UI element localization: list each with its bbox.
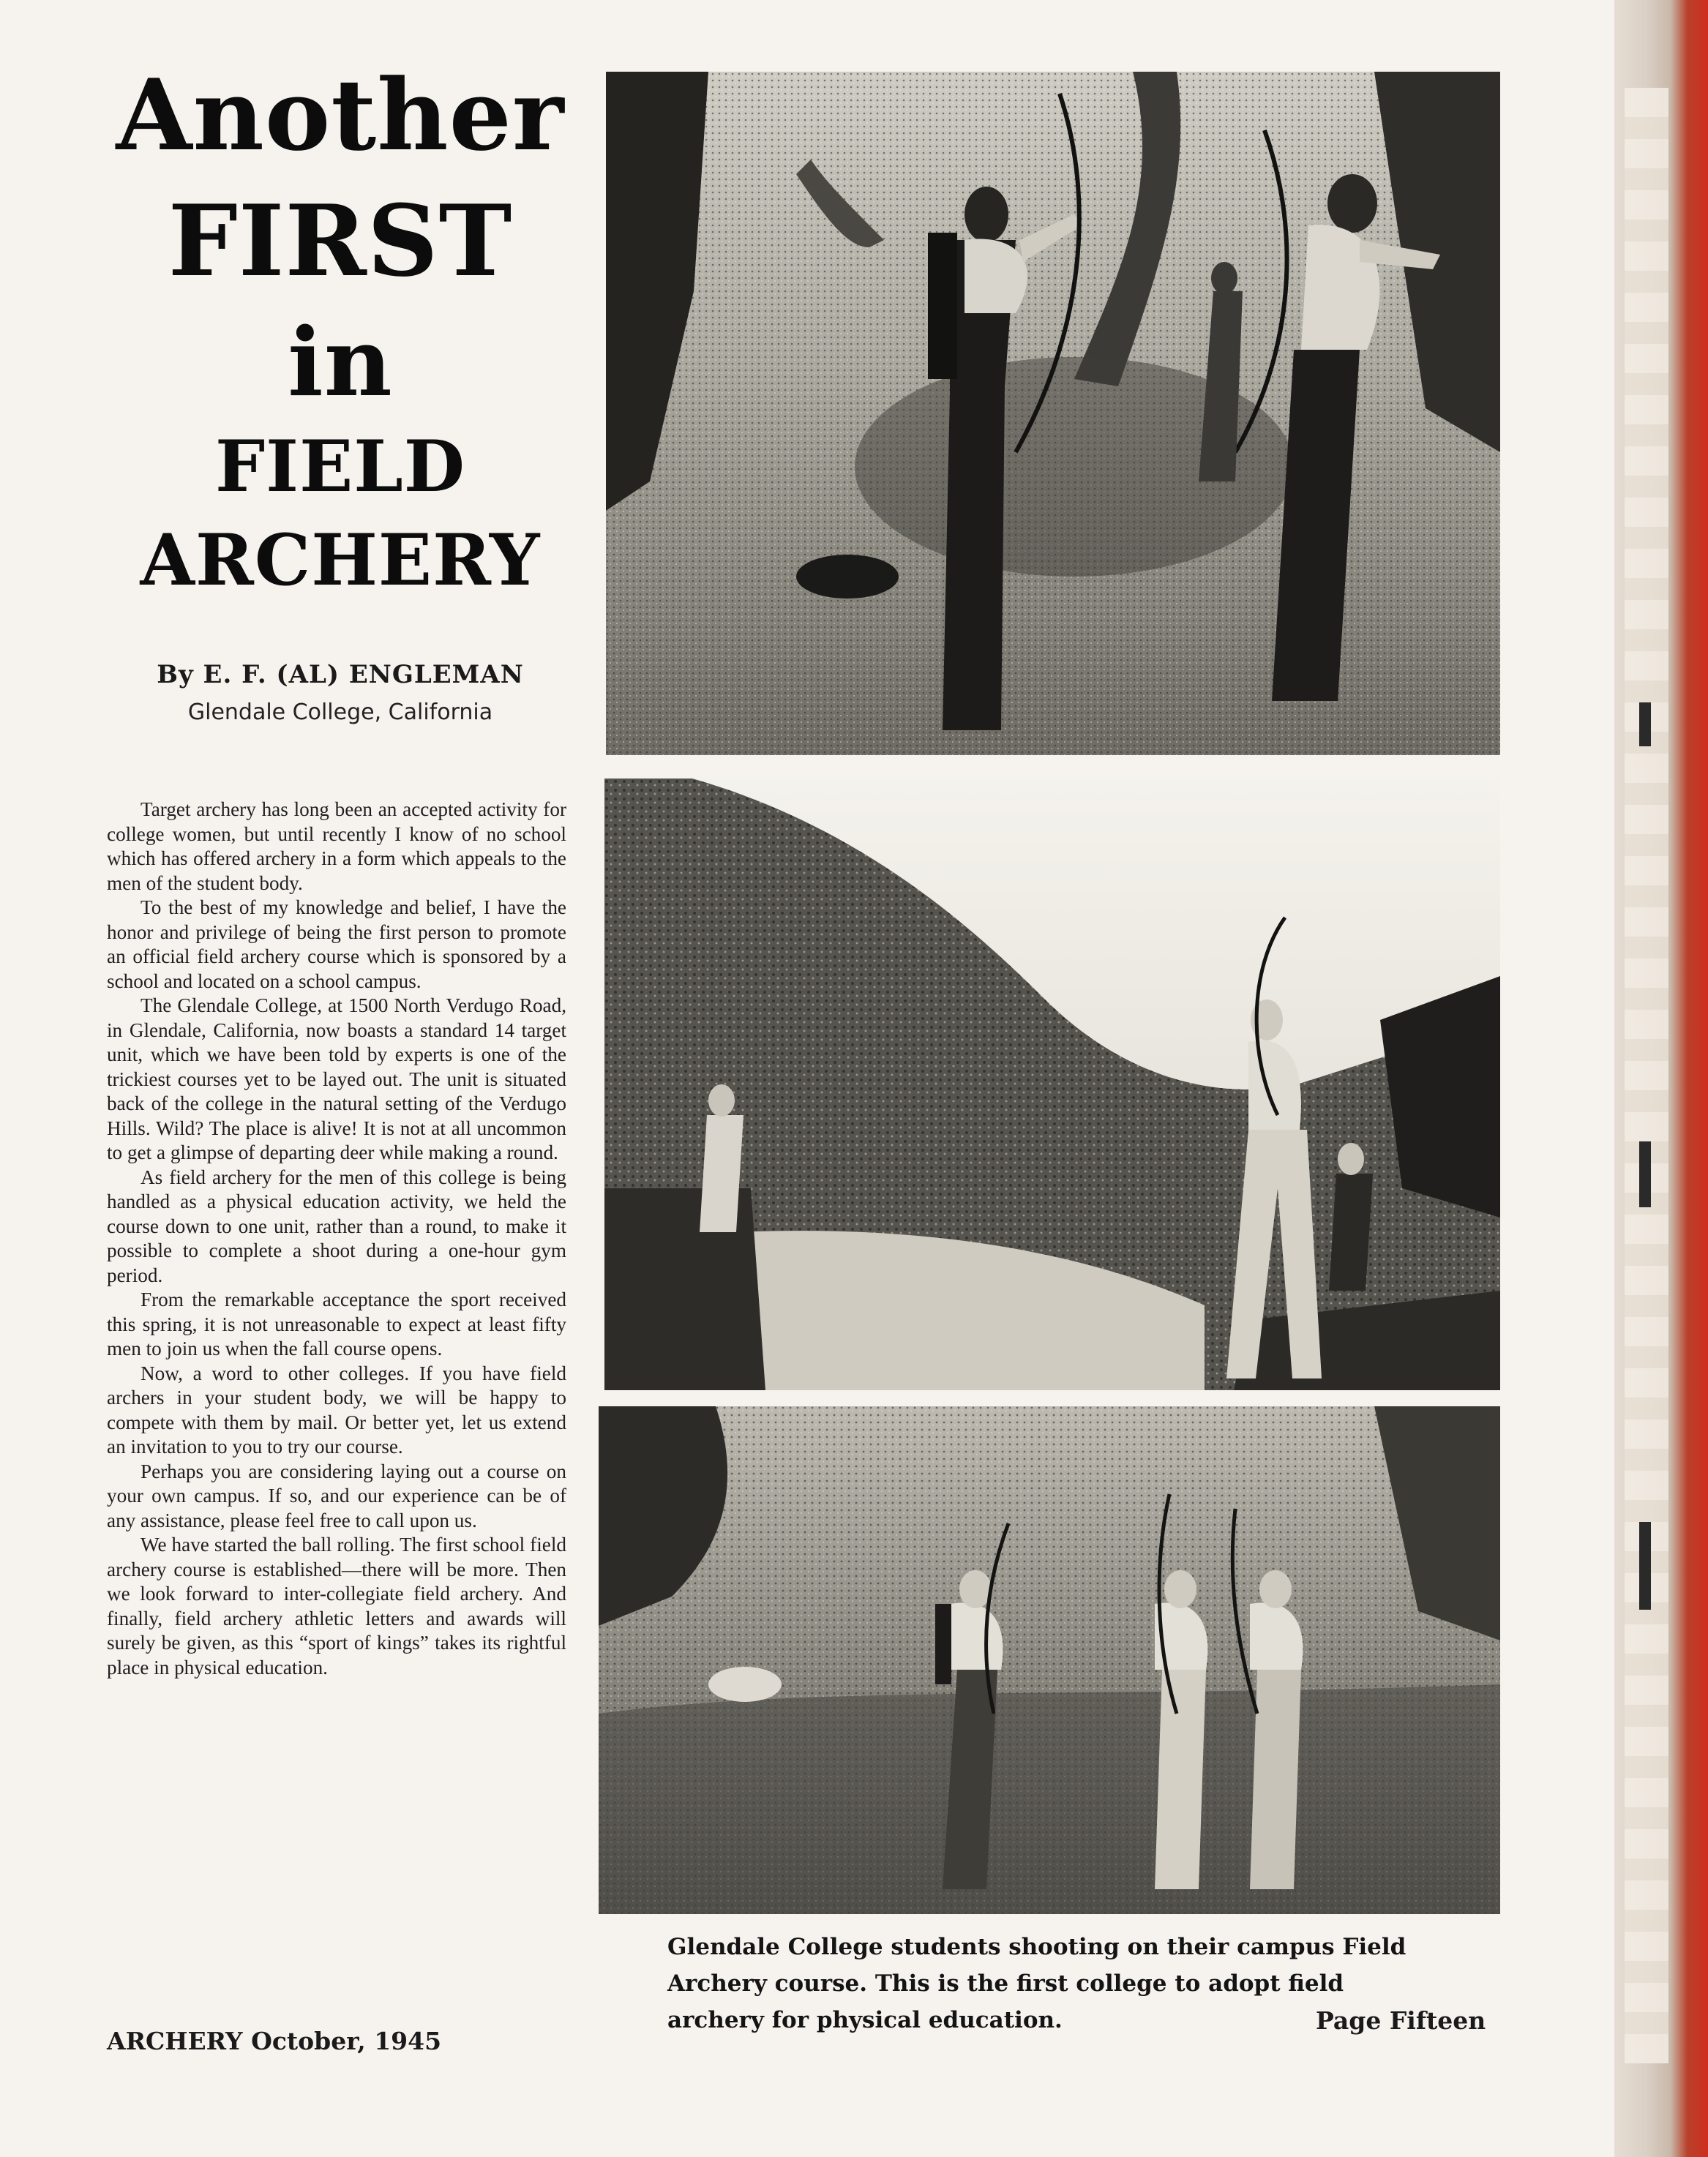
article-body	[107, 798, 566, 1997]
article-paragraph: We have started the ball rolling. The first school field archery course is established—there will be more. Then we look forward to inter-collegiate field archery. And finally, field archery athletic letters and awards will surely be given, as this “sport of kings” takes its rightful place in physical education.	[107, 1534, 566, 1678]
photo-three-archers	[599, 1406, 1500, 1914]
author-byline: By E. F. (AL) ENGLEMAN	[157, 660, 524, 689]
edge-mark	[1639, 1141, 1651, 1207]
article-paragraph: Perhaps you are considering laying out a course on your own campus. If so, and our experience can be of any assistance, please feel free to call upon us.	[107, 1460, 566, 1531]
edge-mark	[1639, 702, 1651, 746]
headline-line-1: Another	[116, 57, 565, 173]
author-affiliation: Glendale College, California	[187, 699, 493, 725]
adjacent-page-edge	[1614, 0, 1708, 2157]
photo-caption: Glendale College students shooting on their campus Field Archery course. This is the first college to adopt field archery for physical education.	[667, 1934, 1407, 2033]
article-paragraph: As field archery for the men of this college is being handled as a physical education activity, we held the course down to one unit, rather than a round, to make it possible to complete a shoot during a one-hour gym period.	[107, 1166, 566, 1286]
headline-line-5: ARCHERY	[140, 519, 541, 601]
headline-line-3: in	[288, 308, 393, 418]
article-paragraph: Target archery has long been an accepted activity for college women, but until recently I know of no school which has offered archery in a form which appeals to the men of the student body.	[107, 798, 566, 894]
photo-archers-hillside	[604, 779, 1500, 1390]
footer-page-number: Page Fifteen	[1316, 2006, 1486, 2035]
inserted-slip	[1625, 88, 1668, 2063]
headline-line-4: FIELD	[215, 425, 465, 508]
article-paragraph: The Glendale College, at 1500 North Verdugo Road, in Glendale, California, now boasts a standard 14 target unit, which we have been told by experts is one of the trickiest courses yet to be layed out. The unit is situated back of the college in the natural setting of the Verdugo Hills. Wild? The place is alive! It is not at all uncommon to get a glimpse of departing deer while making a round.	[107, 994, 566, 1163]
photo-archers-woods	[606, 72, 1500, 755]
article-paragraph: Now, a word to other colleges. If you have field archers in your student body, we will be happy to compete with them by mail. Or better yet, let us extend an invitation to you to try our course.	[107, 1362, 566, 1458]
headline-line-2: FIRST	[168, 183, 513, 299]
footer-publication: ARCHERY October, 1945	[107, 2027, 442, 2055]
edge-mark	[1639, 1522, 1651, 1610]
article-paragraph: To the best of my knowledge and belief, I have the honor and privilege of being the first person to promote an official field archery course which is sponsored by a school and located on a school campus.	[107, 896, 566, 992]
article-paragraph: From the remarkable acceptance the sport received this spring, it is not unreasonable to expect at least fifty men to join us when the fall course opens.	[107, 1288, 566, 1359]
